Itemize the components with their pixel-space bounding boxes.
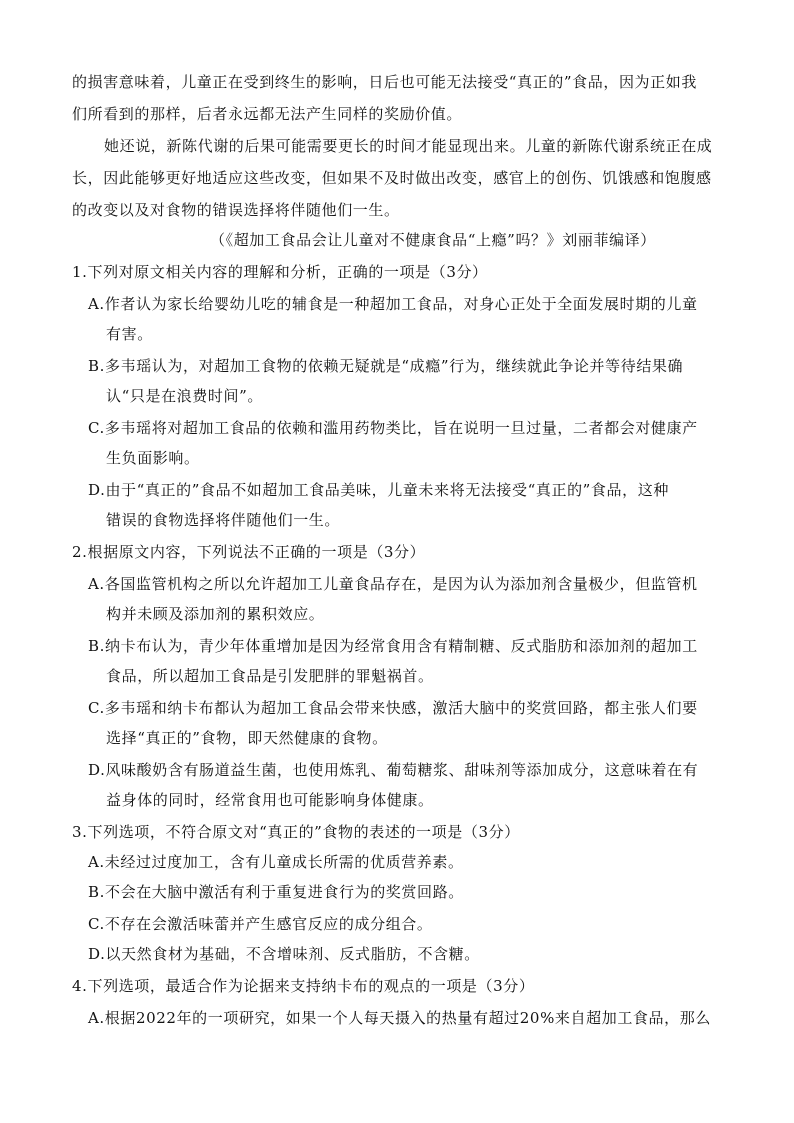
question-1-option-b-line-2: 认“只是在浪费时间”。 [106, 387, 263, 405]
passage-p2-line-2: 长，因此能够更好地适应这些改变，但如果不及时做出改变，感官上的创伤、饥饿感和饱腹感 [72, 169, 712, 187]
question-1-option-b-line-1: B.多韦瑶认为，对超加工食物的依赖无疑就是“成瘾”行为，继续就此争论并等待结果确 [88, 357, 684, 375]
question-1-option-c-line-2: 生负面影响。 [106, 449, 200, 467]
question-1-option-a-line-2: 有害。 [106, 325, 153, 343]
passage-source: （《超加工食品会让儿童对不健康食品“上瘾”吗？》刘丽菲编译） [210, 231, 656, 249]
passage-p2-line-3: 的改变以及对食物的错误选择将伴随他们一生。 [72, 201, 400, 219]
question-3-stem: 3.下列选项，不符合原文对“真正的”食物的表述的一项是（3分） [72, 823, 520, 841]
question-3-option-d: D.以天然食材为基础，不含增味剂、反式脂肪，不含糖。 [88, 945, 480, 963]
question-4-stem: 4.下列选项，最适合作为论据来支持纳卡布的观点的一项是（3分） [72, 977, 535, 995]
question-2-option-b-line-2: 食品，所以超加工食品是引发肥胖的罪魁祸首。 [106, 667, 434, 685]
question-1-option-a-line-1: A.作者认为家长给婴幼儿吃的辅食是一种超加工食品，对身心正处于全面发展时期的儿童 [88, 295, 698, 313]
question-2-option-a-line-1: A.各国监管机构之所以允许超加工儿童食品存在，是因为认为添加剂含量极少，但监管机 [88, 575, 698, 593]
question-3-option-b: B.不会在大脑中激活有利于重复进食行为的奖赏回路。 [88, 883, 464, 901]
question-2-stem: 2.根据原文内容，下列说法不正确的一项是（3分） [72, 543, 426, 561]
question-1-option-d-line-2: 错误的食物选择将伴随他们一生。 [106, 511, 341, 529]
question-1-option-c-line-1: C.多韦瑶将对超加工食品的依赖和滥用药物类比，旨在说明一旦过量，二者都会对健康产 [88, 419, 698, 437]
question-2-option-b-line-1: B.纳卡布认为，青少年体重增加是因为经常食用含有精制糖、反式脂肪和添加剂的超加工 [88, 637, 698, 655]
question-3-option-a: A.未经过过度加工，含有儿童成长所需的优质营养素。 [88, 853, 464, 871]
question-2-option-a-line-2: 构并未顾及添加剂的累积效应。 [106, 605, 325, 623]
question-2-option-c-line-1: C.多韦瑶和纳卡布都认为超加工食品会带来快感，激活大脑中的奖赏回路，都主张人们要 [88, 699, 698, 717]
question-2-option-d-line-1: D.风味酸奶含有肠道益生菌，也使用炼乳、葡萄糖浆、甜味剂等添加成分，这意味着在有 [88, 761, 699, 779]
passage-p1-line-1: 的损害意味着，儿童正在受到终生的影响，日后也可能无法接受“真正的”食品，因为正如我 [72, 73, 697, 91]
passage-p2-line-1: 她还说，新陈代谢的后果可能需要更长的时间才能显现出来。儿童的新陈代谢系统正在成 [104, 137, 713, 155]
question-2-option-c-line-2: 选择“真正的”食物，即天然健康的食物。 [106, 729, 388, 747]
question-4-option-a-line-1: A.根据2022年的一项研究，如果一个人每天摄入的热量有超过20%来自超加工食品，那么 [88, 1009, 711, 1027]
question-1-option-d-line-1: D.由于“真正的”食品不如超加工食品美味，儿童未来将无法接受“真正的”食品，这种 [88, 481, 669, 499]
question-2-option-d-line-2: 益身体的同时，经常食用也可能影响身体健康。 [106, 791, 434, 809]
question-3-option-c: C.不存在会激活味蕾并产生感官反应的成分组合。 [88, 915, 433, 933]
question-1-stem: 1.下列对原文相关内容的理解和分析，正确的一项是（3分） [72, 263, 488, 281]
passage-p1-line-2: 们所看到的那样，后者永远都无法产生同样的奖励价值。 [72, 105, 463, 123]
